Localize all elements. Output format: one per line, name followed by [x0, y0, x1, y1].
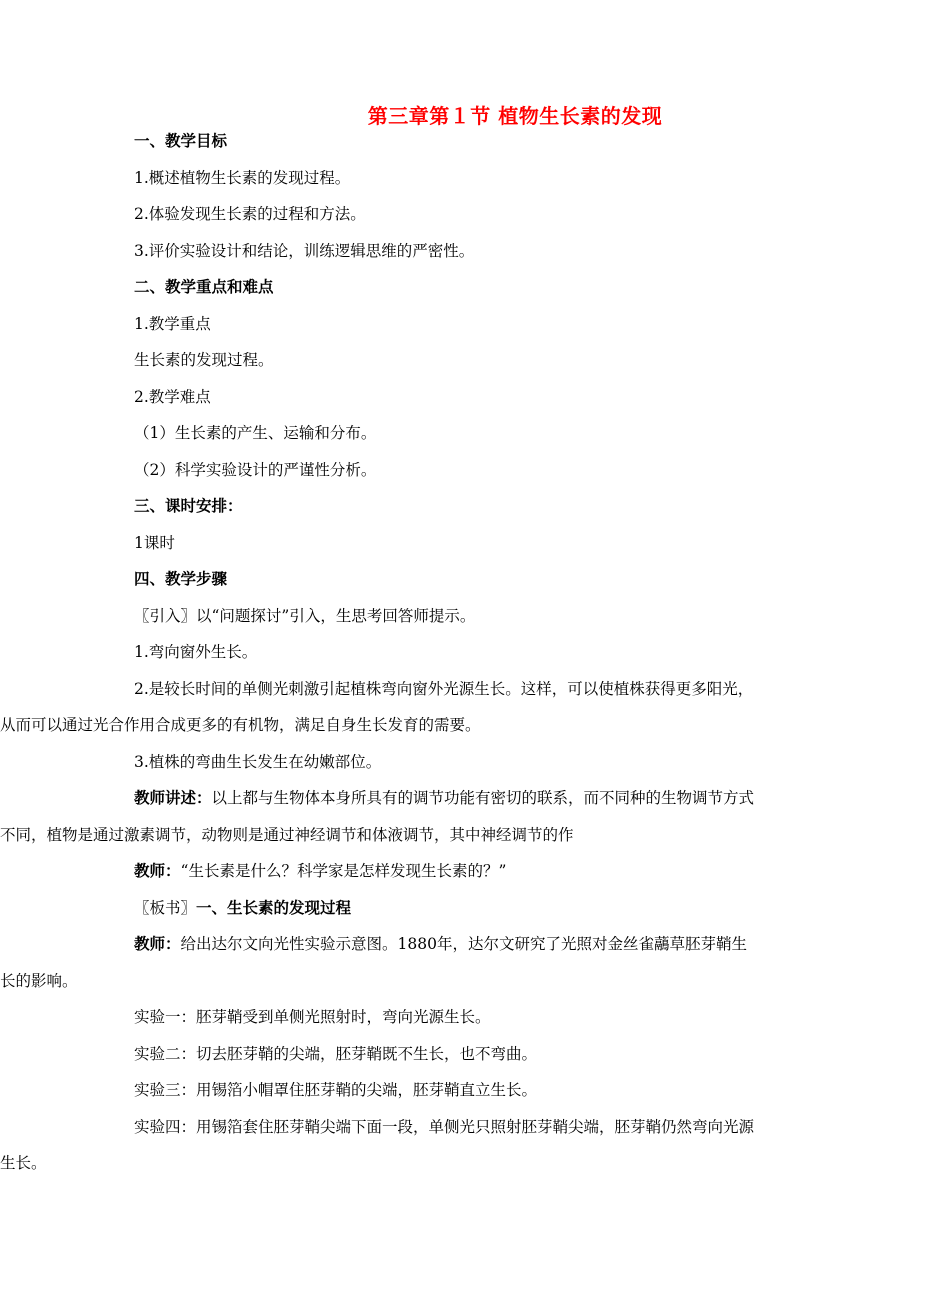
- difficulty-label: 2.教学难点: [134, 387, 211, 406]
- section-heading-goals: 一、教学目标: [134, 131, 228, 150]
- answer-item-3: 3.植株的弯曲生长发生在幼嫩部位。: [134, 752, 382, 771]
- teacher-talk-text-2: 不同，植物是通过激素调节，动物则是通过神经调节和体液调节，其中神经调节的作: [0, 825, 574, 844]
- section-heading-key-points: 二、教学重点和难点: [134, 277, 274, 296]
- answer-item-2-line-2: [0, 713, 858, 750]
- goal-item-2: 2.体验发现生长素的过程和方法。: [134, 205, 366, 223]
- board-line: [134, 896, 858, 933]
- darwin-text-2: 长的影响。: [0, 971, 78, 990]
- teacher-label-2: 教师：: [134, 934, 181, 953]
- teacher-talk-text-1: 以上都与生物体本身所具有的调节功能有密切的联系，而不同种的生物调节方式: [211, 789, 755, 807]
- experiment-4-line-2: [0, 1151, 858, 1188]
- experiment-3: 实验三：用锡箔小帽罩住胚芽鞘的尖端，胚芽鞘直立生长。: [134, 1081, 538, 1099]
- difficulty-item-1: （1）生长素的产生、运输和分布。: [134, 424, 377, 442]
- document-title: 第三章第１节 植物生长素的发现: [367, 104, 663, 128]
- darwin-text-1: 给出达尔文向光性实验示意图。1880年，达尔文研究了光照对金丝雀虉草胚芽鞘生: [180, 935, 747, 953]
- darwin-line-2: [0, 969, 858, 1006]
- experiment-1: 实验一：胚芽鞘受到单侧光照射时，弯向光源生长。: [134, 1008, 491, 1026]
- intro-paragraph: 〖引入〗以“问题探讨”引入，生思考回答师提示。: [134, 606, 476, 625]
- section-heading-steps: 四、教学步骤: [134, 569, 228, 588]
- teacher-talk-line-1: [134, 786, 858, 823]
- teacher-question-line: [134, 859, 858, 896]
- answer-item-1: 1.弯向窗外生长。: [134, 643, 258, 661]
- experiment-4-text-2: 生长。: [0, 1154, 47, 1172]
- key-point-text: 生长素的发现过程。: [134, 351, 274, 369]
- answer-item-2-line-2-text: 从而可以通过光合作用合成更多的有机物，满足自身生长发育的需要。: [0, 716, 481, 734]
- difficulty-item-2: （2）科学实验设计的严谨性分析。: [134, 460, 377, 479]
- darwin-line-1: [134, 932, 858, 969]
- teacher-talk-line-2: [0, 823, 858, 860]
- schedule-text: 1课时: [134, 533, 175, 552]
- goal-item-1: 1.概述植物生长素的发现过程。: [134, 168, 351, 187]
- board-label: 〖板书〗: [134, 898, 197, 917]
- answer-item-2-line-1: 2.是较长时间的单侧光刺激引起植株弯向窗外光源生长。这样，可以使植株获得更多阳光，: [134, 679, 754, 698]
- goal-item-3: 3.评价实验设计和结论，训练逻辑思维的严密性。: [134, 241, 475, 260]
- experiment-2: 实验二：切去胚芽鞘的尖端，胚芽鞘既不生长，也不弯曲。: [134, 1044, 538, 1063]
- teacher-question-text: “生长素是什么？科学家是怎样发现生长素的？”: [180, 862, 507, 880]
- board-text: 一、生长素的发现过程: [196, 897, 352, 917]
- section-heading-schedule: 三、课时安排：: [134, 496, 243, 515]
- teacher-talk-label: 教师讲述：: [134, 788, 212, 807]
- key-point-label: 1.教学重点: [134, 314, 211, 333]
- document-body: [0, 129, 858, 1188]
- teacher-label-1: 教师：: [134, 861, 181, 880]
- experiment-4-line-1: 实验四：用锡箔套住胚芽鞘尖端下面一段，单侧光只照射胚芽鞘尖端，胚芽鞘仍然弯向光源: [134, 1117, 755, 1136]
